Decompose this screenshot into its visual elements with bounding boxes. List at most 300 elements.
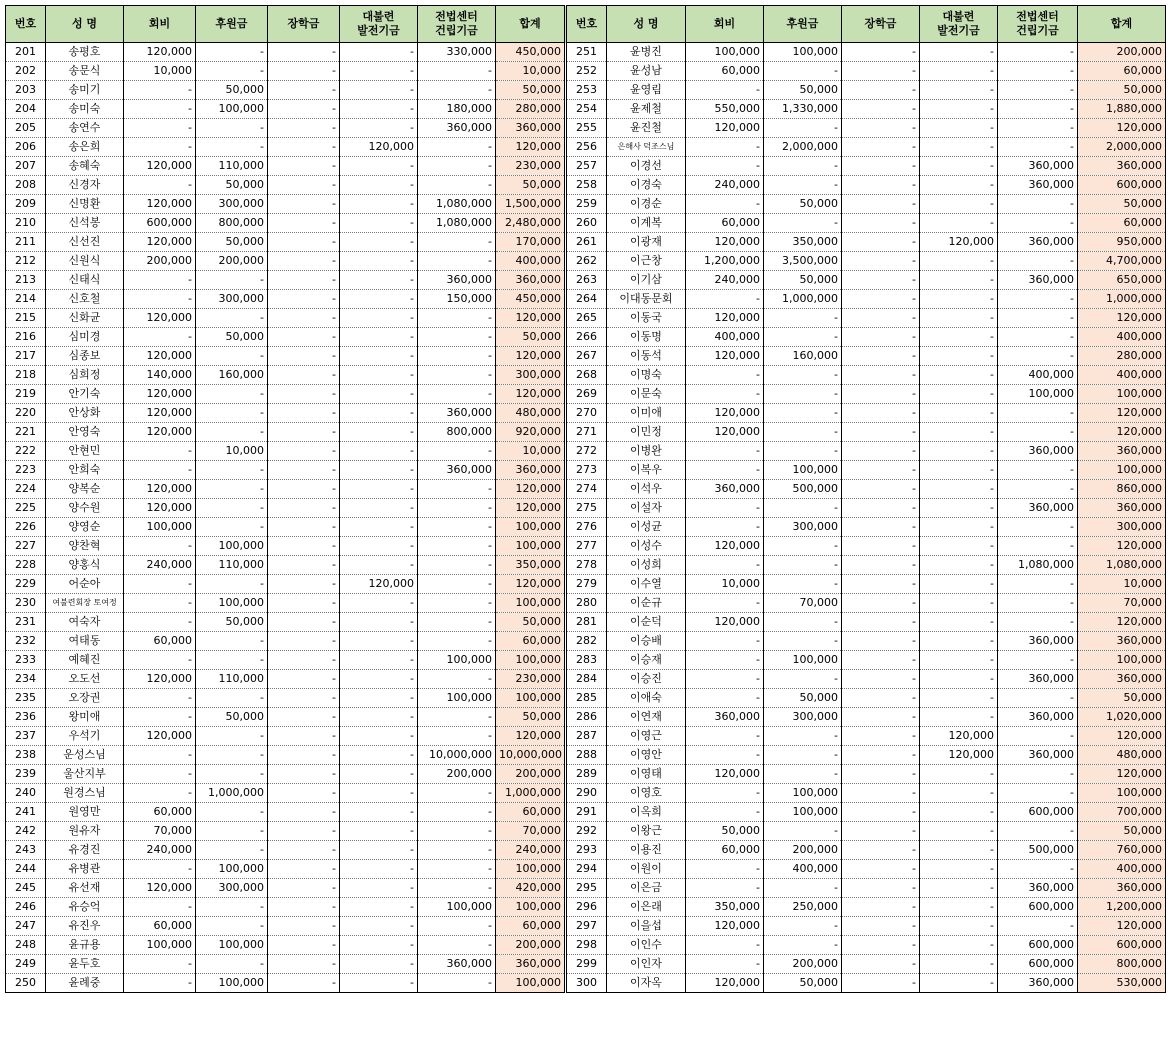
cell-name: 이영호 xyxy=(607,784,686,803)
cell-fee: 360,000 xyxy=(686,708,764,727)
table-row xyxy=(6,575,1166,594)
cell-center-fund: - xyxy=(998,119,1078,138)
cell-fee: - xyxy=(686,290,764,309)
table-row xyxy=(6,480,1166,499)
cell-fee: 240,000 xyxy=(124,556,196,575)
cell-total: 120,000 xyxy=(1078,727,1166,746)
cell-dbr-fund: - xyxy=(920,860,998,879)
cell-scholarship: - xyxy=(268,708,340,727)
cell-fee: - xyxy=(686,727,764,746)
cell-dbr-fund: - xyxy=(920,689,998,708)
cell-name: 안희숙 xyxy=(46,461,124,480)
cell-name: 이경선 xyxy=(607,157,686,176)
cell-scholarship: - xyxy=(268,651,340,670)
cell-donation: - xyxy=(196,347,268,366)
cell-center-fund: 360,000 xyxy=(418,404,496,423)
cell-number: 251 xyxy=(566,43,607,62)
cell-number: 218 xyxy=(6,366,46,385)
cell-scholarship: - xyxy=(268,442,340,461)
cell-scholarship: - xyxy=(268,214,340,233)
cell-total: 120,000 xyxy=(1078,613,1166,632)
cell-dbr-fund: - xyxy=(920,632,998,651)
cell-number: 287 xyxy=(566,727,607,746)
cell-scholarship: - xyxy=(268,157,340,176)
table-row xyxy=(6,176,1166,195)
cell-donation: - xyxy=(764,309,842,328)
cell-name: 이을섭 xyxy=(607,917,686,936)
cell-number: 274 xyxy=(566,480,607,499)
cell-total: 1,000,000 xyxy=(496,784,566,803)
cell-total: 120,000 xyxy=(496,575,566,594)
cell-number: 277 xyxy=(566,537,607,556)
cell-scholarship: - xyxy=(268,499,340,518)
cell-donation: 50,000 xyxy=(196,328,268,347)
table-row xyxy=(6,309,1166,328)
table-row xyxy=(6,784,1166,803)
cell-name: 송은희 xyxy=(46,138,124,157)
cell-dbr-fund: - xyxy=(340,480,418,499)
cell-fee: - xyxy=(686,879,764,898)
cell-name: 송평호 xyxy=(46,43,124,62)
cell-number: 288 xyxy=(566,746,607,765)
cell-dbr-fund: 120,000 xyxy=(920,727,998,746)
cell-center-fund: 360,000 xyxy=(998,442,1078,461)
cell-center-fund: 180,000 xyxy=(418,100,496,119)
cell-name: 신석봉 xyxy=(46,214,124,233)
cell-scholarship: - xyxy=(268,556,340,575)
cell-fee: 120,000 xyxy=(124,347,196,366)
cell-fee: 120,000 xyxy=(124,423,196,442)
cell-name: 여숙자 xyxy=(46,613,124,632)
cell-total: 450,000 xyxy=(496,43,566,62)
cell-name: 운성스님 xyxy=(46,746,124,765)
cell-fee: - xyxy=(686,594,764,613)
table-row xyxy=(6,404,1166,423)
cell-donation: - xyxy=(764,556,842,575)
cell-number: 256 xyxy=(566,138,607,157)
cell-fee: - xyxy=(124,138,196,157)
cell-scholarship: - xyxy=(268,917,340,936)
cell-number: 246 xyxy=(6,898,46,917)
cell-total: 350,000 xyxy=(496,556,566,575)
cell-donation: - xyxy=(196,499,268,518)
cell-dbr-fund: - xyxy=(920,157,998,176)
cell-scholarship: - xyxy=(842,746,920,765)
cell-dbr-fund: - xyxy=(340,708,418,727)
cell-dbr-fund: 120,000 xyxy=(340,138,418,157)
cell-donation: 3,500,000 xyxy=(764,252,842,271)
header-col-fee-left: 회비 xyxy=(124,6,196,43)
cell-total: 360,000 xyxy=(496,955,566,974)
cell-dbr-fund: - xyxy=(920,442,998,461)
cell-center-fund: - xyxy=(998,347,1078,366)
cell-donation: - xyxy=(196,309,268,328)
cell-donation: - xyxy=(764,423,842,442)
cell-scholarship: - xyxy=(268,480,340,499)
cell-fee: - xyxy=(124,784,196,803)
table-row xyxy=(6,81,1166,100)
cell-donation: 10,000 xyxy=(196,442,268,461)
cell-scholarship: - xyxy=(268,632,340,651)
cell-fee: 60,000 xyxy=(686,62,764,81)
cell-fee: 120,000 xyxy=(124,727,196,746)
cell-fee: - xyxy=(686,803,764,822)
cell-total: 360,000 xyxy=(496,119,566,138)
cell-number: 244 xyxy=(6,860,46,879)
cell-dbr-fund: - xyxy=(920,62,998,81)
cell-name: 이순규 xyxy=(607,594,686,613)
cell-dbr-fund: - xyxy=(340,632,418,651)
cell-dbr-fund: - xyxy=(920,138,998,157)
cell-fee: - xyxy=(686,651,764,670)
cell-number: 248 xyxy=(6,936,46,955)
cell-donation: - xyxy=(764,670,842,689)
cell-center-fund: - xyxy=(998,43,1078,62)
cell-number: 223 xyxy=(6,461,46,480)
cell-fee: 60,000 xyxy=(686,841,764,860)
cell-number: 240 xyxy=(6,784,46,803)
cell-fee: 120,000 xyxy=(686,974,764,993)
cell-center-fund: 100,000 xyxy=(418,898,496,917)
cell-name: 안영숙 xyxy=(46,423,124,442)
cell-center-fund: 800,000 xyxy=(418,423,496,442)
cell-center-fund: 360,000 xyxy=(998,708,1078,727)
cell-dbr-fund: - xyxy=(920,879,998,898)
cell-dbr-fund: - xyxy=(920,803,998,822)
cell-fee: - xyxy=(124,81,196,100)
cell-fee: - xyxy=(124,708,196,727)
cell-scholarship: - xyxy=(268,765,340,784)
cell-fee: - xyxy=(124,746,196,765)
cell-fee: - xyxy=(124,860,196,879)
cell-total: 300,000 xyxy=(496,366,566,385)
cell-scholarship: - xyxy=(268,841,340,860)
cell-name: 심희정 xyxy=(46,366,124,385)
cell-fee: 350,000 xyxy=(686,898,764,917)
cell-number: 272 xyxy=(566,442,607,461)
cell-center-fund: 150,000 xyxy=(418,290,496,309)
cell-name: 이수열 xyxy=(607,575,686,594)
cell-donation: 160,000 xyxy=(764,347,842,366)
cell-total: 400,000 xyxy=(1078,328,1166,347)
cell-donation: - xyxy=(764,632,842,651)
cell-donation: 100,000 xyxy=(196,936,268,955)
cell-number: 300 xyxy=(566,974,607,993)
cell-total: 50,000 xyxy=(496,81,566,100)
cell-total: 1,500,000 xyxy=(496,195,566,214)
cell-center-fund: - xyxy=(418,233,496,252)
cell-scholarship: - xyxy=(268,879,340,898)
cell-name: 이인자 xyxy=(607,955,686,974)
cell-number: 245 xyxy=(6,879,46,898)
cell-total: 50,000 xyxy=(496,176,566,195)
cell-name: 윤례중 xyxy=(46,974,124,993)
cell-scholarship: - xyxy=(268,936,340,955)
cell-name: 이근창 xyxy=(607,252,686,271)
cell-name: 이애숙 xyxy=(607,689,686,708)
cell-fee: 100,000 xyxy=(124,936,196,955)
cell-total: 2,000,000 xyxy=(1078,138,1166,157)
cell-total: 600,000 xyxy=(1078,176,1166,195)
cell-scholarship: - xyxy=(268,62,340,81)
cell-name: 이광재 xyxy=(607,233,686,252)
cell-fee: 100,000 xyxy=(124,518,196,537)
cell-name: 윤영림 xyxy=(607,81,686,100)
cell-center-fund: 100,000 xyxy=(418,689,496,708)
cell-scholarship: - xyxy=(842,423,920,442)
cell-total: 200,000 xyxy=(1078,43,1166,62)
cell-fee: - xyxy=(686,138,764,157)
cell-center-fund: - xyxy=(998,860,1078,879)
cell-number: 229 xyxy=(6,575,46,594)
cell-name: 이승진 xyxy=(607,670,686,689)
table-row xyxy=(6,955,1166,974)
cell-center-fund: 400,000 xyxy=(998,366,1078,385)
cell-scholarship: - xyxy=(268,898,340,917)
cell-name: 이동석 xyxy=(607,347,686,366)
cell-name: 이영안 xyxy=(607,746,686,765)
cell-fee: 120,000 xyxy=(686,423,764,442)
table-row xyxy=(6,119,1166,138)
cell-dbr-fund: - xyxy=(340,442,418,461)
cell-fee: 200,000 xyxy=(124,252,196,271)
cell-total: 100,000 xyxy=(1078,385,1166,404)
cell-dbr-fund: - xyxy=(920,784,998,803)
cell-center-fund: 200,000 xyxy=(418,765,496,784)
cell-scholarship: - xyxy=(268,537,340,556)
cell-number: 242 xyxy=(6,822,46,841)
cell-name: 신선진 xyxy=(46,233,124,252)
cell-donation: 800,000 xyxy=(196,214,268,233)
cell-donation: - xyxy=(764,746,842,765)
table-row xyxy=(6,252,1166,271)
cell-center-fund: - xyxy=(418,499,496,518)
cell-total: 4,700,000 xyxy=(1078,252,1166,271)
cell-center-fund: - xyxy=(418,347,496,366)
cell-fee: - xyxy=(686,157,764,176)
cell-dbr-fund: - xyxy=(340,271,418,290)
cell-fee: - xyxy=(686,556,764,575)
cell-number: 217 xyxy=(6,347,46,366)
cell-donation: 50,000 xyxy=(196,613,268,632)
cell-name: 신경자 xyxy=(46,176,124,195)
cell-dbr-fund: 120,000 xyxy=(340,575,418,594)
cell-name: 심미경 xyxy=(46,328,124,347)
cell-dbr-fund: - xyxy=(920,651,998,670)
cell-center-fund: 100,000 xyxy=(418,651,496,670)
cell-name: 울산지부 xyxy=(46,765,124,784)
cell-name: 안상화 xyxy=(46,404,124,423)
cell-fee: 120,000 xyxy=(686,537,764,556)
cell-fee: 120,000 xyxy=(124,195,196,214)
cell-number: 279 xyxy=(566,575,607,594)
cell-center-fund: - xyxy=(418,157,496,176)
cell-name: 송미숙 xyxy=(46,100,124,119)
cell-number: 234 xyxy=(6,670,46,689)
cell-name: 양복순 xyxy=(46,480,124,499)
cell-center-fund: 360,000 xyxy=(418,271,496,290)
cell-dbr-fund: - xyxy=(340,727,418,746)
cell-fee: - xyxy=(124,119,196,138)
cell-scholarship: - xyxy=(268,803,340,822)
cell-name: 이복우 xyxy=(607,461,686,480)
table-row xyxy=(6,100,1166,119)
cell-fee: 60,000 xyxy=(124,803,196,822)
cell-scholarship: - xyxy=(268,176,340,195)
cell-dbr-fund: - xyxy=(920,917,998,936)
cell-scholarship: - xyxy=(842,537,920,556)
cell-number: 263 xyxy=(566,271,607,290)
cell-number: 285 xyxy=(566,689,607,708)
cell-dbr-fund: - xyxy=(340,594,418,613)
cell-donation: - xyxy=(764,62,842,81)
table-row xyxy=(6,670,1166,689)
cell-fee: - xyxy=(686,81,764,100)
table-row xyxy=(6,936,1166,955)
cell-scholarship: - xyxy=(268,575,340,594)
cell-scholarship: - xyxy=(268,309,340,328)
cell-center-fund: 1,080,000 xyxy=(998,556,1078,575)
cell-name: 왕미애 xyxy=(46,708,124,727)
cell-total: 230,000 xyxy=(496,157,566,176)
cell-number: 227 xyxy=(6,537,46,556)
cell-scholarship: - xyxy=(842,119,920,138)
cell-donation: 1,330,000 xyxy=(764,100,842,119)
cell-center-fund: - xyxy=(998,689,1078,708)
cell-name: 여불련회장 토여정 xyxy=(46,594,124,613)
cell-dbr-fund: - xyxy=(920,518,998,537)
cell-dbr-fund: - xyxy=(340,43,418,62)
cell-scholarship: - xyxy=(268,252,340,271)
cell-number: 297 xyxy=(566,917,607,936)
table-row xyxy=(6,822,1166,841)
cell-center-fund: 1,080,000 xyxy=(418,195,496,214)
cell-total: 120,000 xyxy=(1078,404,1166,423)
cell-center-fund: 360,000 xyxy=(998,176,1078,195)
cell-scholarship: - xyxy=(842,575,920,594)
cell-dbr-fund: - xyxy=(920,43,998,62)
cell-scholarship: - xyxy=(842,936,920,955)
cell-scholarship: - xyxy=(842,100,920,119)
cell-name: 이석우 xyxy=(607,480,686,499)
cell-scholarship: - xyxy=(842,651,920,670)
cell-name: 양홍식 xyxy=(46,556,124,575)
cell-number: 235 xyxy=(6,689,46,708)
cell-total: 60,000 xyxy=(496,632,566,651)
table-row xyxy=(6,499,1166,518)
cell-dbr-fund: - xyxy=(920,423,998,442)
cell-dbr-fund: - xyxy=(920,195,998,214)
cell-scholarship: - xyxy=(268,518,340,537)
cell-center-fund: - xyxy=(418,632,496,651)
cell-dbr-fund: - xyxy=(340,81,418,100)
cell-dbr-fund: - xyxy=(340,119,418,138)
cell-fee: - xyxy=(124,537,196,556)
cell-total: 480,000 xyxy=(1078,746,1166,765)
cell-donation: - xyxy=(196,841,268,860)
cell-donation: - xyxy=(196,898,268,917)
cell-donation: 400,000 xyxy=(764,860,842,879)
cell-name: 신화균 xyxy=(46,309,124,328)
cell-scholarship: - xyxy=(842,917,920,936)
cell-number: 271 xyxy=(566,423,607,442)
table-row xyxy=(6,271,1166,290)
cell-number: 249 xyxy=(6,955,46,974)
cell-dbr-fund: - xyxy=(920,347,998,366)
cell-fee: 120,000 xyxy=(686,613,764,632)
cell-center-fund: 360,000 xyxy=(998,670,1078,689)
cell-name: 이민정 xyxy=(607,423,686,442)
cell-total: 120,000 xyxy=(1078,765,1166,784)
cell-dbr-fund: - xyxy=(920,119,998,138)
cell-name: 이동국 xyxy=(607,309,686,328)
cell-fee: 120,000 xyxy=(686,233,764,252)
cell-number: 270 xyxy=(566,404,607,423)
cell-donation: 250,000 xyxy=(764,898,842,917)
cell-dbr-fund: - xyxy=(340,195,418,214)
cell-center-fund: 360,000 xyxy=(998,632,1078,651)
cell-number: 213 xyxy=(6,271,46,290)
cell-scholarship: - xyxy=(842,252,920,271)
cell-scholarship: - xyxy=(842,404,920,423)
cell-donation: 50,000 xyxy=(764,271,842,290)
cell-dbr-fund: - xyxy=(340,62,418,81)
table-row xyxy=(6,518,1166,537)
cell-name: 신원식 xyxy=(46,252,124,271)
cell-total: 360,000 xyxy=(496,461,566,480)
cell-donation: 300,000 xyxy=(196,195,268,214)
cell-center-fund: - xyxy=(998,423,1078,442)
cell-number: 296 xyxy=(566,898,607,917)
cell-center-fund: 360,000 xyxy=(418,955,496,974)
cell-number: 207 xyxy=(6,157,46,176)
cell-dbr-fund: - xyxy=(340,974,418,993)
cell-scholarship: - xyxy=(842,632,920,651)
cell-dbr-fund: - xyxy=(920,594,998,613)
cell-donation: - xyxy=(764,537,842,556)
cell-scholarship: - xyxy=(842,841,920,860)
cell-fee: - xyxy=(686,746,764,765)
cell-name: 윤제철 xyxy=(607,100,686,119)
cell-dbr-fund: - xyxy=(340,366,418,385)
cell-center-fund: - xyxy=(418,575,496,594)
cell-dbr-fund: - xyxy=(340,309,418,328)
cell-total: 1,200,000 xyxy=(1078,898,1166,917)
cell-total: 120,000 xyxy=(496,385,566,404)
header-col-scholarship-right: 장학금 xyxy=(842,6,920,43)
cell-total: 120,000 xyxy=(1078,423,1166,442)
cell-fee: 120,000 xyxy=(124,157,196,176)
cell-number: 220 xyxy=(6,404,46,423)
cell-number: 247 xyxy=(6,917,46,936)
cell-dbr-fund: - xyxy=(340,537,418,556)
table-row xyxy=(6,594,1166,613)
donation-table xyxy=(5,5,1166,993)
cell-number: 231 xyxy=(6,613,46,632)
cell-donation: - xyxy=(764,366,842,385)
table-row xyxy=(6,347,1166,366)
cell-number: 255 xyxy=(566,119,607,138)
cell-center-fund: - xyxy=(418,62,496,81)
cell-number: 278 xyxy=(566,556,607,575)
cell-name: 원영만 xyxy=(46,803,124,822)
cell-name: 신호철 xyxy=(46,290,124,309)
cell-name: 유진우 xyxy=(46,917,124,936)
table-row xyxy=(6,290,1166,309)
cell-fee: 400,000 xyxy=(686,328,764,347)
cell-total: 1,080,000 xyxy=(1078,556,1166,575)
cell-name: 오도선 xyxy=(46,670,124,689)
